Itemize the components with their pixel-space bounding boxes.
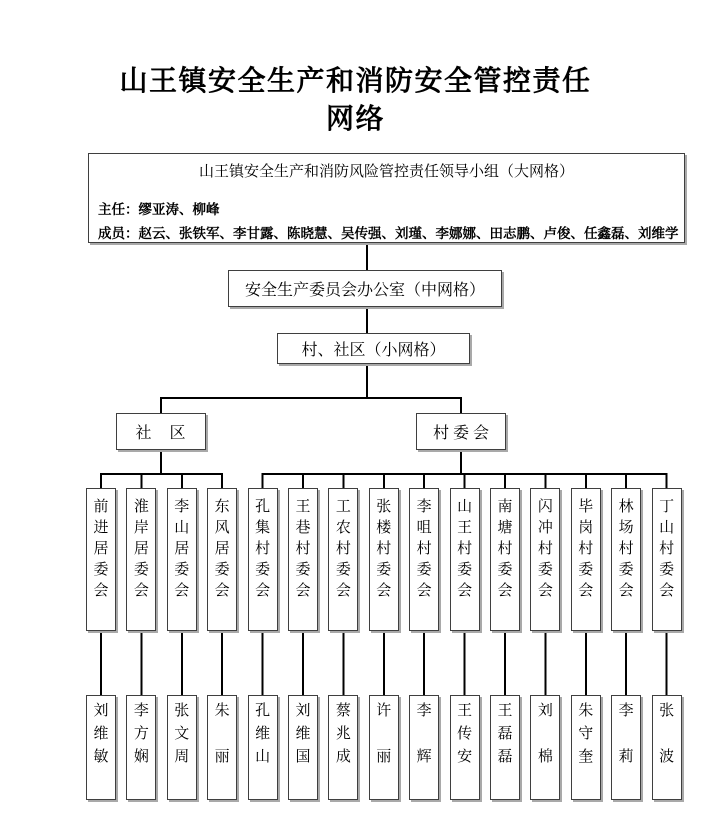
contact-name-box-char: 国 xyxy=(295,749,311,765)
committee-box-char: 塘 xyxy=(497,520,513,536)
contact-name-box xyxy=(450,695,480,800)
committee-box-char: 委 xyxy=(93,562,109,578)
contact-name-box xyxy=(571,695,601,800)
committee-box xyxy=(288,488,318,631)
village-community-grid-label: 村、社区（小网格） xyxy=(301,342,446,359)
community-branch-label: 社 区 xyxy=(135,425,187,442)
contact-name-box xyxy=(652,695,682,800)
contact-name-box-char: 方 xyxy=(133,726,149,742)
leading-group-box xyxy=(88,153,685,243)
committee-box-char: 村 xyxy=(335,541,351,557)
contact-name-box-char: 刘 xyxy=(295,703,311,719)
leading-group-title: 山王镇安全生产和消防风险管控责任领导小组（大网格） xyxy=(198,164,574,180)
committee-box xyxy=(530,488,560,631)
contact-name-box-char: 磊 xyxy=(497,749,513,765)
contact-name-box-char: 王 xyxy=(457,703,473,719)
contact-name-box-char: 李 xyxy=(133,703,149,719)
committee-box-char: 闪 xyxy=(537,499,553,515)
page-title-line1: 山王镇安全生产和消防安全管控责任 xyxy=(119,65,592,96)
committee-box xyxy=(207,488,237,631)
contact-name-box-char: 维 xyxy=(255,726,271,742)
committee-box-char: 会 xyxy=(214,583,230,599)
contact-name-box-char: 波 xyxy=(659,749,675,765)
contact-name-box-char: 张 xyxy=(174,703,190,719)
committee-box-char: 山 xyxy=(174,520,190,536)
committee-box-char: 风 xyxy=(214,520,230,536)
committee-box xyxy=(126,488,156,631)
village-committee-branch-label: 村 委 会 xyxy=(432,425,489,442)
contact-name-box xyxy=(86,695,116,800)
committee-box-char: 工 xyxy=(335,499,351,515)
contact-name-box-char: 文 xyxy=(174,726,190,742)
committee-box-char: 委 xyxy=(537,562,553,578)
committee-box-char: 岗 xyxy=(578,520,594,536)
committee-box-char: 居 xyxy=(93,541,109,557)
committee-box-char: 咀 xyxy=(416,520,432,536)
committee-box-char: 村 xyxy=(537,541,553,557)
committee-box-char: 林 xyxy=(618,499,634,515)
committee-box-char: 村 xyxy=(416,541,432,557)
committee-box-char: 孔 xyxy=(255,499,271,515)
committee-box-char: 张 xyxy=(376,499,392,515)
committee-box-char: 委 xyxy=(376,562,392,578)
contact-name-box-char: 兆 xyxy=(335,726,351,742)
committee-box-char: 居 xyxy=(174,541,190,557)
contact-name-box-char: 奎 xyxy=(578,749,594,765)
contact-name-box xyxy=(248,695,278,800)
committee-box-char: 丁 xyxy=(659,499,675,515)
contact-name-box-char: 王 xyxy=(497,703,513,719)
contact-name-box-char: 安 xyxy=(457,749,473,765)
contact-name-box-char: 丽 xyxy=(376,749,392,765)
page-title xyxy=(0,62,711,138)
committee-box-char: 会 xyxy=(376,583,392,599)
contact-name-box-char: 磊 xyxy=(497,726,513,742)
committee-box-char: 委 xyxy=(618,562,634,578)
committee-box-char: 李 xyxy=(174,499,190,515)
committee-box-char: 会 xyxy=(537,583,553,599)
committee-box-char: 王 xyxy=(295,499,311,515)
contact-name-box xyxy=(207,695,237,800)
committee-box-char: 居 xyxy=(214,541,230,557)
contact-name-box xyxy=(611,695,641,800)
safety-committee-office-box xyxy=(228,270,502,307)
village-community-grid-box xyxy=(277,333,470,364)
committee-box-char: 居 xyxy=(133,541,149,557)
committee-box xyxy=(490,488,520,631)
contact-name-box-char: 朱 xyxy=(578,703,594,719)
contact-name-box-char: 传 xyxy=(457,726,473,742)
committee-box-char: 会 xyxy=(255,583,271,599)
committee-box-char: 村 xyxy=(255,541,271,557)
contact-name-box xyxy=(167,695,197,800)
committee-box-char: 前 xyxy=(93,499,109,515)
committee-box-char: 委 xyxy=(295,562,311,578)
contact-name-box-char: 维 xyxy=(295,726,311,742)
committee-box-char: 会 xyxy=(618,583,634,599)
contact-name-box xyxy=(126,695,156,800)
committee-box-char: 集 xyxy=(255,520,271,536)
community-branch-box xyxy=(116,413,206,450)
committee-box-char: 山 xyxy=(457,499,473,515)
contact-name-box-char: 辉 xyxy=(416,749,432,765)
committee-box-char: 农 xyxy=(335,520,351,536)
committee-box-char: 巷 xyxy=(295,520,311,536)
contact-name-box-char: 敏 xyxy=(93,749,109,765)
committee-box-char: 委 xyxy=(578,562,594,578)
contact-name-box xyxy=(288,695,318,800)
leading-group-director-line: 主任：缪亚涛、柳峰 xyxy=(98,202,220,217)
contact-name-box-char: 守 xyxy=(578,726,594,742)
contact-name-box-char: 李 xyxy=(416,703,432,719)
committee-box-char: 会 xyxy=(416,583,432,599)
committee-box-char: 山 xyxy=(659,520,675,536)
committee-box-char: 委 xyxy=(335,562,351,578)
contact-name-box xyxy=(530,695,560,800)
committee-box-char: 村 xyxy=(497,541,513,557)
committee-box-char: 会 xyxy=(578,583,594,599)
committee-box-char: 委 xyxy=(133,562,149,578)
contact-name-box-char: 张 xyxy=(659,703,675,719)
committee-box-char: 村 xyxy=(376,541,392,557)
committee-box-char: 进 xyxy=(93,520,109,536)
committee-box-char: 委 xyxy=(416,562,432,578)
committee-box-char: 王 xyxy=(457,520,473,536)
committee-box xyxy=(86,488,116,631)
committee-box-char: 会 xyxy=(335,583,351,599)
committee-box-char: 村 xyxy=(457,541,473,557)
committee-box xyxy=(369,488,399,631)
committee-box xyxy=(571,488,601,631)
committee-box-char: 会 xyxy=(174,583,190,599)
contact-name-box-char: 蔡 xyxy=(335,703,351,719)
committee-box xyxy=(248,488,278,631)
contact-name-box-char: 刘 xyxy=(93,703,109,719)
committee-box-char: 会 xyxy=(659,583,675,599)
committee-box xyxy=(328,488,358,631)
committee-box-char: 冲 xyxy=(537,520,553,536)
committee-box xyxy=(652,488,682,631)
committee-box-char: 会 xyxy=(497,583,513,599)
contact-name-box xyxy=(328,695,358,800)
contact-name-box-char: 莉 xyxy=(618,749,634,765)
contact-name-box-char: 李 xyxy=(618,703,634,719)
committee-box-char: 委 xyxy=(214,562,230,578)
contact-name-box-char: 娴 xyxy=(133,749,149,765)
contact-name-box-char: 许 xyxy=(376,703,392,719)
committee-box-char: 村 xyxy=(659,541,675,557)
committee-box-char: 村 xyxy=(578,541,594,557)
committee-box-char: 淮 xyxy=(133,499,149,515)
committee-box-char: 村 xyxy=(295,541,311,557)
contact-name-box-char: 丽 xyxy=(214,749,230,765)
committee-box-char: 委 xyxy=(457,562,473,578)
contact-name-box-char: 棉 xyxy=(537,749,553,765)
contact-name-box-char: 朱 xyxy=(214,703,230,719)
village-committee-branch-box xyxy=(416,413,506,450)
contact-name-box-char: 成 xyxy=(335,749,351,765)
contact-name-box-char: 山 xyxy=(255,749,271,765)
committee-box-char: 东 xyxy=(214,499,230,515)
committee-box-char: 委 xyxy=(174,562,190,578)
contact-name-box-char: 周 xyxy=(174,749,190,765)
committee-box-char: 会 xyxy=(295,583,311,599)
contact-name-box xyxy=(409,695,439,800)
contact-name-box-char: 刘 xyxy=(537,703,553,719)
contact-name-box xyxy=(490,695,520,800)
leading-group-members-line: 成员：赵云、张铁军、李甘露、陈晓慧、吴传强、刘瑾、李娜娜、田志鹏、卢俊、任鑫磊、刘维学 xyxy=(98,226,679,241)
committee-box xyxy=(450,488,480,631)
contact-name-box-char: 维 xyxy=(93,726,109,742)
committee-box-char: 南 xyxy=(497,499,513,515)
committee-box-char: 楼 xyxy=(376,520,392,536)
committee-box xyxy=(611,488,641,631)
page-title-line2: 网络 xyxy=(325,103,385,134)
safety-committee-office-label: 安全生产委员会办公室（中网格） xyxy=(244,282,485,299)
committee-box-char: 岸 xyxy=(133,520,149,536)
contact-name-box-char: 孔 xyxy=(255,703,271,719)
committee-box xyxy=(409,488,439,631)
committee-box-char: 委 xyxy=(255,562,271,578)
committee-box-char: 会 xyxy=(133,583,149,599)
committee-box-char: 村 xyxy=(618,541,634,557)
contact-name-box xyxy=(369,695,399,800)
committee-box-char: 会 xyxy=(93,583,109,599)
committee-box-char: 李 xyxy=(416,499,432,515)
committee-box-char: 毕 xyxy=(578,499,594,515)
committee-box-char: 场 xyxy=(618,520,634,536)
committee-box-char: 委 xyxy=(497,562,513,578)
committee-box-char: 会 xyxy=(457,583,473,599)
committee-box xyxy=(167,488,197,631)
committee-box-char: 委 xyxy=(659,562,675,578)
